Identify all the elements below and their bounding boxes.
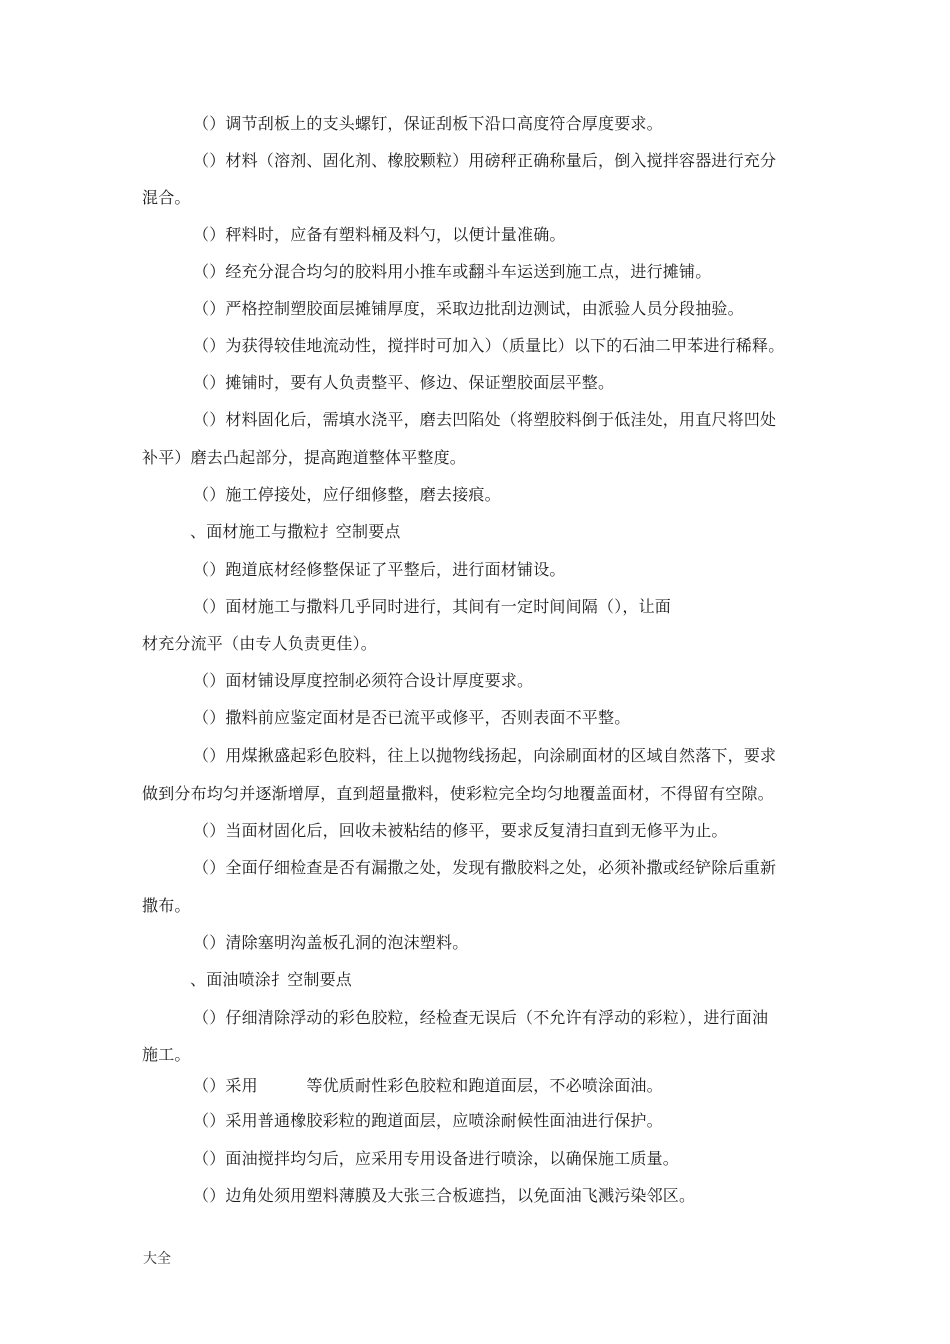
text-line: （）为获得较佳地流动性，搅拌时可加入）（质量比）以下的石油二甲苯进行稀释。 [193, 336, 785, 355]
text-line: （）撒料前应鉴定面材是否已流平或修平，否则表面不平整。 [193, 708, 631, 727]
text-line: （）面材施工与撒料几乎同时进行，其间有一定时间间隔（），让面 [193, 597, 672, 616]
text-line: （）当面材固化后，回收未被粘结的修平，要求反复清扫直到无修平为止。 [193, 821, 728, 840]
text-line: 施工。 [142, 1045, 191, 1064]
text-line: 撒布。 [142, 896, 191, 915]
text-line: 补平）磨去凸起部分，提高跑道整体平整度。 [142, 448, 467, 467]
text-line: （）面材铺设厚度控制必须符合设计厚度要求。 [193, 671, 534, 690]
text-line: （）严格控制塑胶面层摊铺厚度，采取边批刮边测试，由派验人员分段抽验。 [193, 299, 744, 318]
text-line: （）调节刮板上的支头螺钉，保证刮板下沿口高度符合厚度要求。 [193, 114, 663, 133]
text-line: （）采用普通橡胶彩粒的跑道面层，应喷涂耐候性面油进行保护。 [193, 1111, 663, 1130]
text-line: （）材料（溶剂、固化剂、橡胶颗粒）用磅秤正确称量后，倒入搅拌容器进行充分 [193, 151, 777, 170]
text-line: 做到分布均匀并逐渐增厚，直到超量撒料，使彩粒完全均匀地覆盖面材，不得留有空隙。 [142, 784, 774, 803]
section-heading: 、面材施工与撒粒扌空制要点 [190, 522, 401, 541]
text-line: （）采用 等优质耐性彩色胶粒和跑道面层，不必喷涂面油。 [193, 1076, 663, 1095]
text-line: （）边角处须用塑料薄膜及大张三合板遮挡，以免面油飞溅污染邻区。 [193, 1186, 696, 1205]
text-line: （）清除塞明沟盖板孔洞的泡沫塑料。 [193, 933, 469, 952]
section-heading: 、面油喷涂扌空制要点 [190, 970, 353, 989]
text-line: （）摊铺时，要有人负责整平、修边、保证塑胶面层平整。 [193, 373, 615, 392]
text-line: （）仔细清除浮动的彩色胶粒，经检查无误后（不允许有浮动的彩粒），进行面油 [193, 1008, 769, 1027]
text-line: （）用煤揪盛起彩色胶料，往上以抛物线扬起，向涂刷面材的区域自然落下，要求 [193, 746, 777, 765]
text-line: （）全面仔细检查是否有漏撒之处，发现有撒胶料之处，必须补撒或经铲除后重新 [193, 858, 777, 877]
page-footer: 大全 [143, 1251, 171, 1267]
text-line: 混合。 [142, 188, 191, 207]
text-line: （）秤料时，应备有塑料桶及料勺，以便计量准确。 [193, 225, 566, 244]
text-line: （）经充分混合均匀的胶料用小推车或翻斗车运送到施工点，进行摊铺。 [193, 262, 712, 281]
text-line: （）材料固化后，需填水浇平，磨去凹陷处（将塑胶料倒于低洼处，用直尺将凹处 [193, 410, 777, 429]
text-line: （）跑道底材经修整保证了平整后，进行面材铺设。 [193, 560, 566, 579]
text-line: 材充分流平（由专人负责更佳）。 [142, 634, 378, 653]
text-line: （）施工停接处，应仔细修整，磨去接痕。 [193, 485, 501, 504]
text-line: （）面油搅拌均匀后，应采用专用设备进行喷涂，以确保施工质量。 [193, 1149, 680, 1168]
